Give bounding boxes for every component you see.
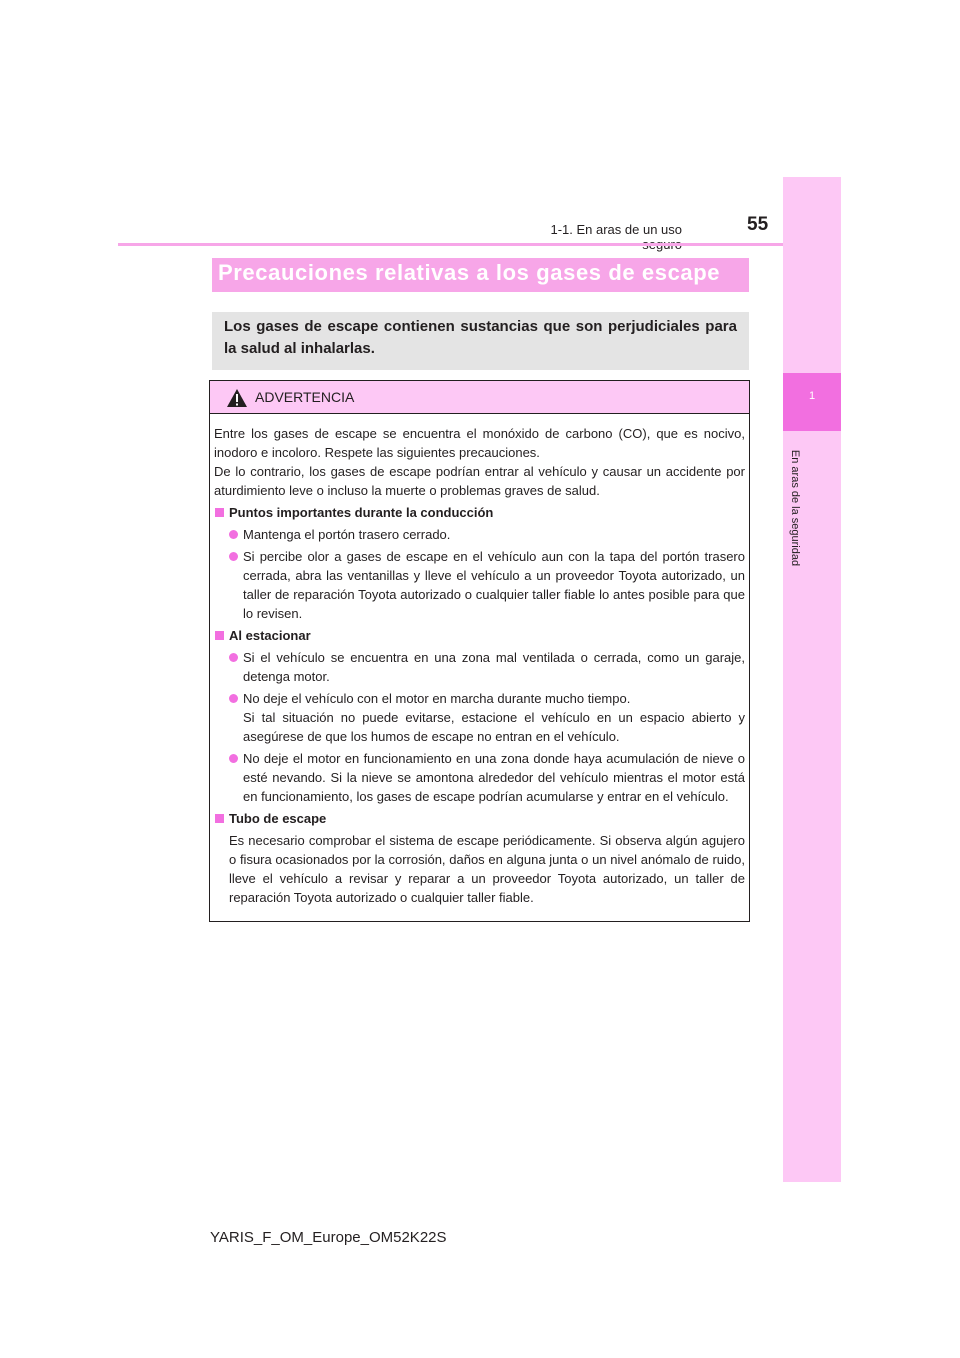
warning-title: ADVERTENCIA	[255, 389, 355, 405]
section-header: 1-1. En aras de un uso	[550, 222, 682, 237]
list-item-text: Si el vehículo se encuentra en una zona mal ventilada o cerrada, como un garaje, detenga motor.	[243, 650, 745, 684]
list-item	[214, 547, 745, 623]
section-heading-text: Puntos importantes durante la conducción	[229, 505, 494, 520]
list-item-text: No deje el motor en funcionamiento en una zona donde haya acumulación de nieve o esté nevando. Si la nieve se amontona alrededor del vehículo mientras el motor está en funcionamiento, los gases de escape podrían acumularse y entrar en el vehículo.	[243, 751, 745, 804]
section-heading-text: Al estacionar	[229, 628, 311, 643]
title-bar	[212, 258, 749, 292]
square-bullet-icon	[215, 508, 224, 517]
side-label-wrap	[787, 440, 803, 576]
list-item-text: No deje el vehículo con el motor en marcha durante mucho tiempo.	[243, 691, 631, 706]
circle-bullet-icon	[229, 754, 238, 763]
section-heading	[214, 503, 745, 522]
warning-body	[210, 414, 749, 907]
section-heading	[214, 626, 745, 645]
page-title: Precauciones relativas a los gases de escape	[218, 260, 721, 285]
page-number: 55	[747, 214, 769, 235]
list-item	[214, 749, 745, 806]
side-tab	[783, 177, 841, 1182]
square-bullet-icon	[215, 631, 224, 640]
circle-bullet-icon	[229, 552, 238, 561]
list-item-text: Si percibe olor a gases de escape en el vehículo aun con la tapa del portón trasero cerrada, abra las ventanillas y lleve el vehículo a un proveedor Toyota autorizado, un taller de reparación Toyota autorizado o cualquier taller fiable lo antes posible para que lo revisen.	[243, 549, 745, 621]
circle-bullet-icon	[229, 653, 238, 662]
chapter-number: 1	[808, 390, 816, 402]
side-tab-chapter-marker	[783, 373, 841, 431]
section-heading	[214, 809, 745, 828]
list-item	[214, 525, 745, 544]
summary-box: Los gases de escape contienen sustancias que son perjudiciales para la salud al inhalarlas.	[212, 312, 749, 370]
list-item	[214, 689, 745, 746]
side-tab-label: En aras de la seguridad	[789, 449, 801, 567]
section-paragraph-text: Es necesario comprobar el sistema de escape periódicamente. Si observa algún agujero o fisura ocasionados por la corrosión, daños en alguna junta o un nivel anómalo de ruido, lleve el vehículo a revisar y reparar a un proveedor Toyota autorizado, un taller de reparación Toyota autorizado o cualquier taller fiable.	[229, 833, 745, 905]
header-rule	[118, 243, 840, 246]
warning-intro-1: Entre los gases de escape se encuentra el monóxido de carbono (CO), que es nocivo, inodoro e incoloro. Respete las siguientes precauciones.	[214, 426, 745, 460]
section-paragraph	[214, 831, 745, 907]
warning-header	[210, 381, 749, 414]
section-heading-text: Tubo de escape	[229, 811, 327, 826]
warning-box	[209, 380, 750, 922]
footer-doc-id: YARIS_F_OM_Europe_OM52K22S	[210, 1229, 447, 1246]
list-item-text-continued: Si tal situación no puede evitarse, estacione el vehículo en un espacio abierto y asegúrese de que los humos de escape no entran en el vehículo.	[243, 710, 745, 744]
list-item-text: Mantenga el portón trasero cerrado.	[243, 527, 451, 542]
circle-bullet-icon	[229, 530, 238, 539]
warning-intro-2: De lo contrario, los gases de escape podrían entrar al vehículo y causar un accidente por aturdimiento leve o incluso la muerte o problemas graves de salud.	[214, 464, 745, 498]
list-item	[214, 648, 745, 686]
warning-triangle-icon	[226, 388, 248, 408]
square-bullet-icon	[215, 814, 224, 823]
circle-bullet-icon	[229, 694, 238, 703]
